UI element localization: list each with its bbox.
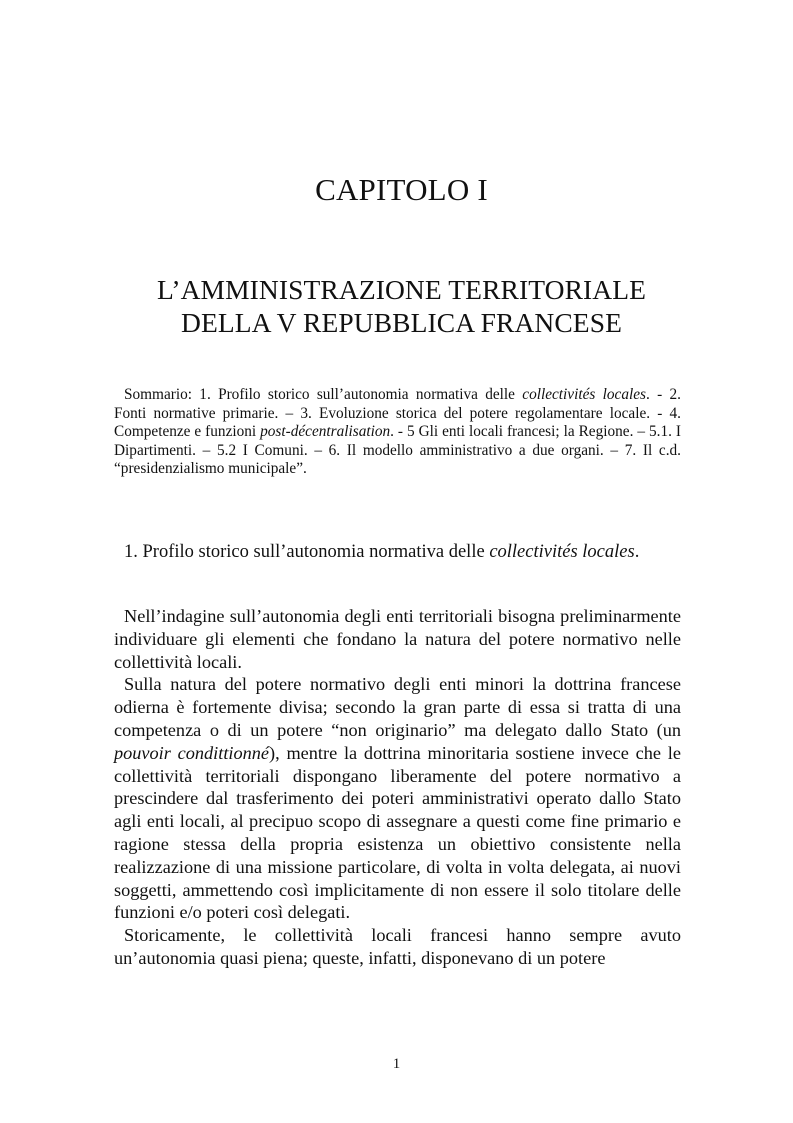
paragraph-2-text-2: ), mentre la dottrina minoritaria sostiene invece che le collettività territoriali dispongano liberamente del potere normativo a prescindere dal trasferimento dei poteri amministrativi operato dallo Stato agli enti locali, al precipuo scopo di assegnare a questi come fine primario e ragione stessa della propria esistenza un obiettivo consistente nella realizzazione di una missione particolare, di volta in volta delegata, ai nuovi soggetti, ammettendo così implicitamente di non essere il solo titolare delle funzioni e/o poteri così delegati. xyxy=(114,742,681,923)
main-title xyxy=(0,273,793,339)
chapter-summary xyxy=(114,386,681,479)
main-title-line-1: L’AMMINISTRAZIONE TERRITORIALE xyxy=(156,274,647,305)
summary-text-3: . - 5 Gli enti locali francesi; la Regione. – 5.1. I Dipartimenti. – 5.2 I Comuni. – 6. Il modello amministrativo a due organi. – 7. Il c.d. “presidenzialismo municipale”. xyxy=(114,423,681,478)
chapter-title: CAPITOLO I xyxy=(315,172,488,207)
paragraph-2-italic: pouvoir condittionné xyxy=(114,742,270,763)
section-heading-text: 1. Profilo storico sull’autonomia normativa delle xyxy=(124,542,490,562)
paragraph-1: Nell’indagine sull’autonomia degli enti territoriali bisogna preliminarmente individuare gli elementi che fondano la natura del potere normativo nelle collettività locali. xyxy=(114,606,681,672)
main-title-line-2: DELLA V REPUBBLICA FRANCESE xyxy=(181,307,622,338)
summary-text-1: Sommario: 1. Profilo storico sull’autonomia normativa delle xyxy=(124,386,523,403)
body-text xyxy=(114,605,681,970)
summary-text-2: . - 2. Fonti normative primarie. – 3. Evoluzione storica del potere regolamentare locale. - 4. Competenze e funzioni xyxy=(114,386,681,441)
paragraph-3: Storicamente, le collettività locali francesi hanno sempre avuto un’autonomia quasi piena; queste, infatti, disponevano di un potere xyxy=(114,925,681,968)
page-number: 1 xyxy=(392,1056,401,1072)
section-heading-italic: collectivités locales xyxy=(489,542,635,562)
summary-italic-1: collectivités locales xyxy=(522,386,646,403)
section-heading xyxy=(124,540,694,564)
section-heading-end: . xyxy=(634,542,640,562)
paragraph-2-text-1: Sulla natura del potere normativo degli enti minori la dottrina francese odierna è fortemente divisa; secondo la gran parte di essa si tratta di una competenza o di un potere “non originario” ma delegato dallo Stato (un xyxy=(114,674,681,740)
summary-italic-2: post-décentralisation xyxy=(260,423,391,441)
paragraph-2 xyxy=(114,673,681,924)
